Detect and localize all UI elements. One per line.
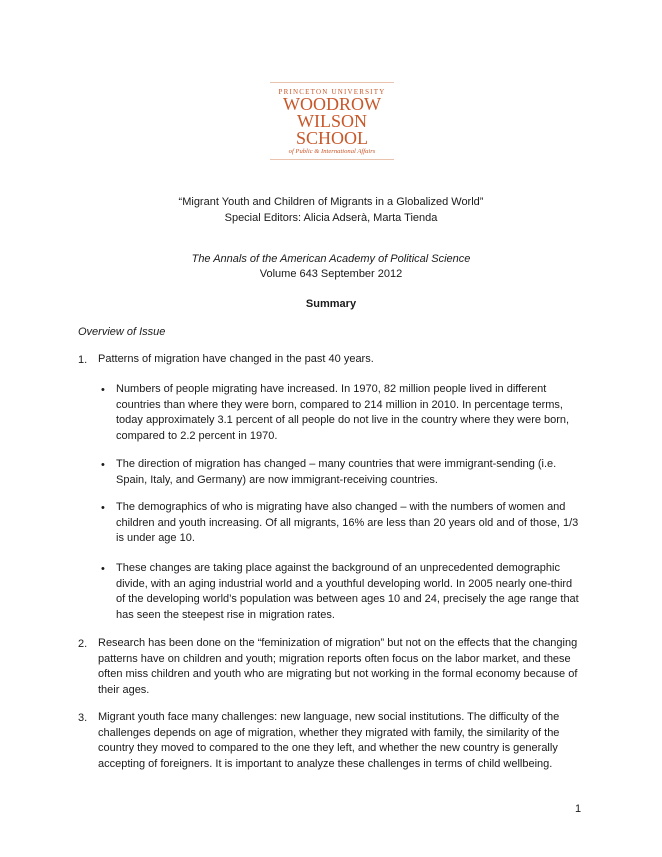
logo-university: PRINCETON UNIVERSITY — [278, 88, 386, 96]
bullet-3-line: children and youth increasing. Of all migrants, 16% are less than 20 years old and of those, 1/3 — [116, 516, 579, 529]
item-2-number: 2. — [78, 638, 88, 650]
item-2-line: often miss children and youth who are migrating but not working in the formal economy because of — [98, 668, 578, 680]
bullet-2-line: Spain, Italy, and Germany) are now immigrant-receiving countries. — [116, 473, 438, 486]
bullet-2-line: The direction of migration has changed – many countries that were immigrant-sending (i.e. — [116, 458, 557, 470]
item-3-line: challenges depends on age of migration, whether they migrated with family, the similarity of the — [98, 726, 560, 739]
bullet-1-line: countries than where they were born, compared to 214 million in 2010. In percentage terms, — [116, 398, 563, 411]
item-3-line: Migrant youth face many challenges: new language, new social institutions. The difficulty of the — [98, 711, 560, 723]
summary-heading: Summary — [305, 298, 357, 310]
bullet-4-line: divide, with an aging industrial world and a youthful developing world. In 2005 nearly one-third — [116, 577, 573, 590]
bullet-3-symbol: • — [101, 502, 105, 514]
bullet-2-paragraph — [116, 457, 556, 488]
item-3-line: country they moved to compared to the one they left, and whether the new country is generally — [98, 742, 558, 754]
item-2-line: patterns have on children and youth; migration reports often focus on the labor market, and these — [98, 652, 571, 665]
bullet-1-paragraph — [116, 382, 569, 444]
logo-line-3: SCHOOL — [295, 128, 368, 148]
bullet-3-line: The demographics of who is migrating have also changed – with the numbers of women and — [116, 501, 566, 513]
item-3-paragraph — [98, 710, 559, 772]
bullet-1-line: compared to 2.2 percent in 1970. — [116, 429, 278, 442]
item-2-line: Research has been done on the “feminization of migration” but not on the effects that the changing — [98, 637, 578, 649]
logo-line-2: WILSON — [297, 111, 367, 131]
bullet-4-line: has seen the steepest rise in migration rates. — [116, 608, 335, 621]
bullet-2-symbol: • — [101, 459, 105, 471]
page-number: 1 — [575, 803, 582, 815]
logo-tagline: of Public & International Affairs — [288, 148, 376, 155]
journal-name: The Annals of the American Academy of Political Science — [191, 253, 471, 265]
section-heading: Overview of Issue — [78, 326, 166, 338]
item-1-text: Patterns of migration have changed in the past 40 years. — [98, 353, 374, 365]
bullet-4-line: These changes are taking place against the background of an unprecedented demographic — [116, 562, 560, 574]
bullet-4-symbol: • — [101, 563, 105, 575]
logo-line-1: WOODROW — [283, 94, 381, 114]
document-title: “Migrant Youth and Children of Migrants in a Globalized World” — [178, 196, 484, 208]
bullet-1-line: Numbers of people migrating have increased. In 1970, 82 million people lived in different — [116, 383, 547, 395]
bullet-1-symbol: • — [101, 384, 105, 396]
bullet-3-paragraph — [116, 500, 578, 547]
item-1-number: 1. — [78, 354, 88, 366]
item-2-line: their ages. — [98, 683, 150, 696]
item-3-line: accepting of foreigners. It is important to analyze these challenges in terms of child wellbeing. — [98, 757, 553, 770]
bullet-4-line: of the developing world’s population was between ages 10 and 24, precisely the age range that — [116, 593, 579, 605]
bullet-3-line: is under age 10. — [116, 532, 195, 544]
item-2-paragraph — [98, 636, 577, 698]
bullet-4-paragraph — [116, 561, 579, 623]
journal-volume: Volume 643 September 2012 — [259, 268, 403, 280]
special-editors: Special Editors: Alicia Adserà, Marta Tienda — [224, 212, 438, 224]
item-3-number: 3. — [78, 712, 88, 724]
bullet-1-line: today approximately 3.1 percent of all people do not live in the country where they were born, — [116, 414, 570, 426]
woodrow-wilson-school-logo — [270, 82, 394, 160]
